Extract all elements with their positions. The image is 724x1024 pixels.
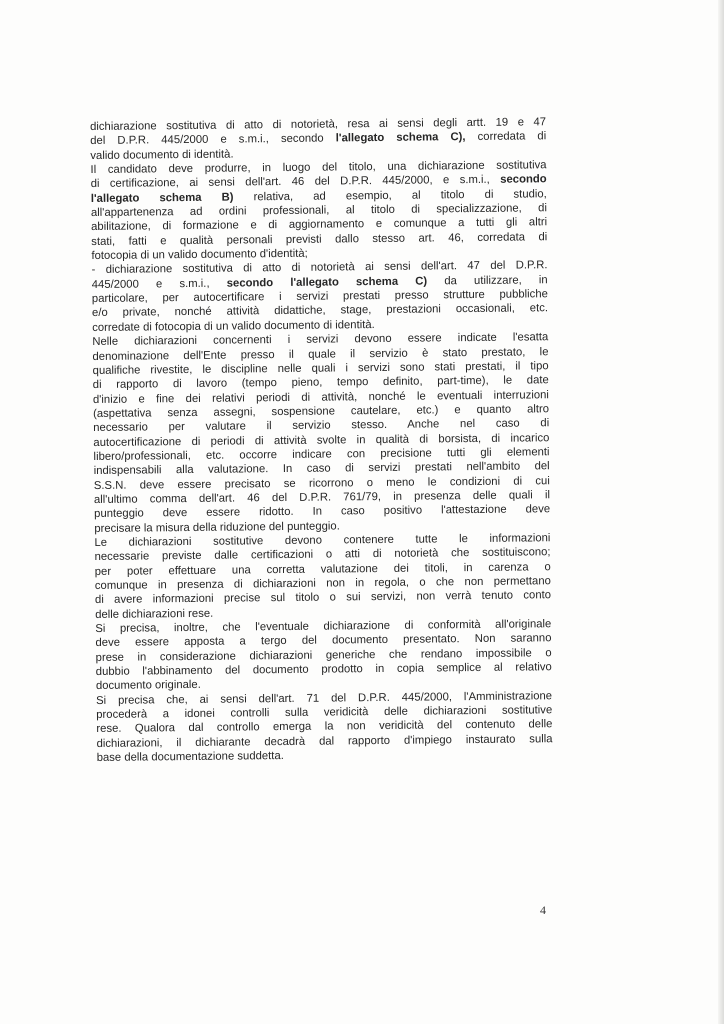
- text-run: relativa, ad esempio, al titolo di studio,: [233, 187, 547, 204]
- text-run: di certificazione, ai sensi dell'art. 46 del D.P.R. 445/2000, e s.m.i.,: [90, 174, 501, 191]
- text-run: per poter effettuare una corretta valutazione dei titoli, in carenza o: [94, 560, 551, 578]
- text-run: Le dichiarazioni sostitutive devono contenere tutte le informazioni: [94, 532, 551, 549]
- text-run: libero/professionali, etc. occorre indicare con precisione tutti gli elementi: [93, 446, 550, 463]
- bold-text-run: l'allegato schema C),: [335, 131, 466, 145]
- text-run: Si precisa, inoltre, che l'eventuale dichiarazione di conformità all'originale: [95, 618, 552, 636]
- text-run: autocertificazione di periodi di attività svolte in qualità di borsista, di incarico: [93, 431, 550, 449]
- text-run: necessario per valutare il servizio stesso. Anche nel caso di: [93, 417, 550, 435]
- text-run: d'inizio e fine dei relativi periodi di attività, nonché le eventuali interruzioni: [92, 388, 549, 406]
- text-run: da utilizzare, in: [427, 273, 548, 288]
- text-run: stati, fatti e qualità personali previsti dallo stesso art. 46, corredata di: [91, 230, 548, 248]
- text-run: delle dichiarazioni rese.: [95, 607, 214, 621]
- text-run: precisare la misura della riduzione del punteggio.: [94, 520, 340, 535]
- text-run: deve essere apposta a tergo del documento presentato. Non saranno: [95, 632, 552, 650]
- text-run: di rapporto di lavoro (tempo pieno, tempo definito, part-time), le date: [92, 374, 549, 392]
- text-run: di avere informazioni precise sul titolo o sui servizi, non verrà tenuto conto: [94, 589, 552, 607]
- text-run: e/o private, nonché attività didattiche, stage, prestazioni occasionali, etc.: [91, 302, 549, 320]
- text-run: qualifiche rivestite, le discipline nelle quali i servizi sono stati prestati, il tipo: [92, 360, 549, 377]
- text-run: denominazione dell'Ente presso il quale il servizio è stato prestato, le: [92, 345, 549, 363]
- bold-text-run: secondo l'allegato schema C): [226, 275, 428, 290]
- page-number: 4: [540, 903, 546, 917]
- text-run: valido documento di identità.: [90, 148, 234, 162]
- text-run: documento originale.: [95, 679, 201, 693]
- text-run: prese in considerazione dichiarazioni generiche che rendano impossibile o: [95, 646, 552, 664]
- text-run: abilitazione, di formazione e di aggiornamento e comunque a tutti gli altri: [91, 216, 548, 234]
- text-run: corredate di fotocopia di un valido documento di identità.: [92, 318, 375, 334]
- text-run: rese. Qualora dal controllo emerga la non veridicità del contenuto delle: [96, 718, 553, 736]
- text-run: necessarie previste dalle certificazioni o atti di notorietà che sostituiscono;: [94, 546, 551, 564]
- text-run: Il candidato deve produrre, in luogo del titolo, una dichiarazione sostitutiva: [90, 159, 547, 177]
- bold-text-run: secondo: [500, 173, 547, 187]
- text-run: comunque in presenza di dichiarazioni non in regola, o che non permettano: [94, 575, 551, 592]
- text-run: - dichiarazione sostitutiva di atto di notorietà ai sensi dell'art. 47 del D.P.R.: [91, 259, 548, 277]
- text-run: dubbio l'abbinamento del documento prodotto in copia semplice al relativo: [95, 661, 552, 679]
- page-edge-shadow: [718, 0, 724, 1024]
- text-run: indispensabili alla valutazione. In caso di servizi prestati nell'ambito del: [93, 460, 550, 478]
- text-run: corredata di: [465, 130, 547, 144]
- text-run: punteggio deve essere ridotto. In caso positivo l'attestazione deve: [94, 503, 551, 521]
- text-run: procederà a idonei controlli sulla veridicità delle dichiarazioni sostitutive: [96, 704, 553, 722]
- document-body: [90, 115, 553, 765]
- text-run: Nelle dichiarazioni concernenti i servizi devono essere indicate l'esatta: [92, 331, 549, 349]
- text-run: fotocopia di un valido documento d'identità;: [91, 247, 308, 263]
- bold-text-run: l'allegato schema B): [90, 191, 234, 205]
- text-run: (aspettativa senza assegni, sospensione cautelare, etc.) e quanto altro: [93, 403, 550, 420]
- text-run: dichiarazioni, il dichiarante decadrà dal rapporto d'impiego instaurato sulla: [96, 732, 553, 750]
- text-run: particolare, per autocertificare i servizi prestati presso strutture pubbliche: [91, 288, 548, 306]
- text-run: S.S.N. deve essere precisato se ricorrono o meno le condizioni di cui: [93, 474, 550, 492]
- text-run: Si precisa che, ai sensi dell'art. 71 del D.P.R. 445/2000, l'Amministrazione: [96, 689, 553, 707]
- text-run: del D.P.R. 445/2000 e s.m.i., secondo: [90, 132, 336, 148]
- text-run: all'appartenenza ad ordini professionali, al titolo di specializzazione, di: [90, 202, 548, 220]
- text-run: 445/2000 e s.m.i.,: [91, 277, 227, 291]
- text-run: dichiarazione sostitutiva di atto di notorietà, resa ai sensi degli artt. 19 e 47: [90, 116, 547, 133]
- text-run: all'ultimo comma dell'art. 46 del D.P.R. 761/79, in presenza delle quali il: [93, 489, 551, 506]
- text-run: base della documentazione suddetta.: [96, 750, 284, 765]
